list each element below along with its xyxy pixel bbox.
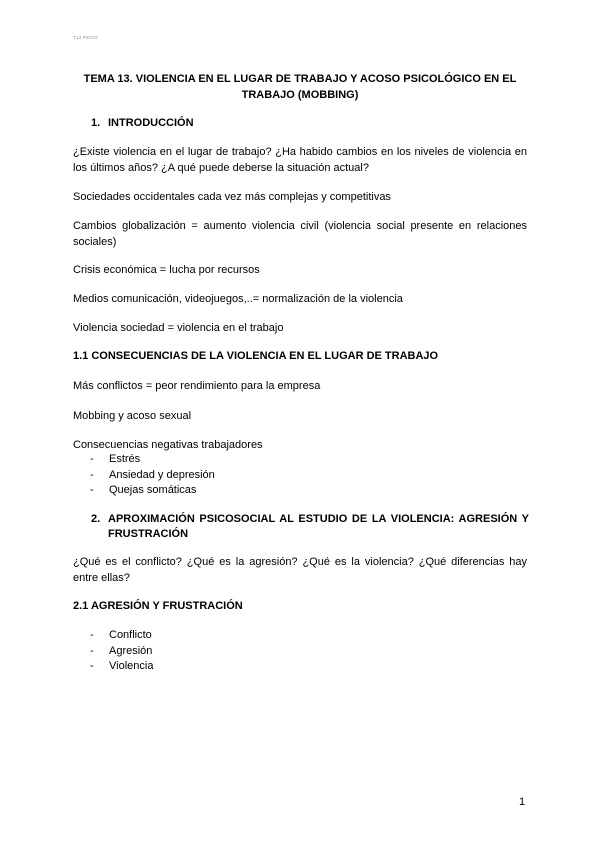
list-item: - Agresión: [90, 644, 153, 657]
section-title: INTRODUCCIÓN: [108, 117, 194, 129]
consequences-paragraph-1: Más conflictos = peor rendimiento para la empresa: [73, 380, 321, 392]
list-item: - Quejas somáticas: [90, 484, 197, 496]
section-2-1-heading: 2.1 AGRESIÓN Y FRUSTRACIÓN: [73, 600, 243, 612]
intro-paragraph-6: Violencia sociedad = violencia en el trabajo: [73, 322, 284, 334]
consequences-paragraph-2: Mobbing y acoso sexual: [73, 410, 192, 422]
list-item: - Conflicto: [90, 629, 152, 641]
aggression-list: [90, 628, 153, 675]
section-number: 1.: [91, 117, 101, 129]
consequences-list: [90, 452, 215, 499]
header-tag: T13 PSICO: [73, 35, 98, 40]
document-title: TEMA 13. VIOLENCIA EN EL LUGAR DE TRABAJO Y ACOSO PSICOLÓGICO EN EL TRABAJO (MOBBING): [83, 73, 517, 101]
intro-paragraph-2: Sociedades occidentales cada vez más complejas y competitivas: [73, 191, 391, 203]
consequences-paragraph-3: Consecuencias negativas trabajadores: [73, 439, 263, 451]
intro-paragraph-4: Crisis económica = lucha por recursos: [73, 264, 260, 276]
section-1-1-heading: 1.1 CONSECUENCIAS DE LA VIOLENCIA EN EL LUGAR DE TRABAJO: [73, 350, 439, 362]
intro-paragraph-5: Medios comunicación, videojuegos,..= normalización de la violencia: [73, 293, 403, 305]
list-item: - Ansiedad y depresión: [90, 468, 215, 481]
list-item: - Estrés: [90, 453, 141, 465]
intro-paragraph-3: Cambios globalización = aumento violencia civil (violencia social presente en relaciones sociales): [73, 220, 527, 248]
section-2-paragraph: ¿Qué es el conflicto? ¿Qué es la agresión? ¿Qué es la violencia? ¿Qué diferencias hay entre ellas?: [73, 556, 527, 584]
section-number: 2.: [91, 513, 101, 525]
page-number: 1: [519, 796, 526, 808]
list-item: - Violencia: [90, 660, 154, 672]
intro-paragraph-1: ¿Existe violencia en el lugar de trabajo? ¿Ha habido cambios en los niveles de violencia en los últimos años? ¿A qué puede deberse la situación actual?: [73, 146, 527, 174]
section-1-heading: [91, 116, 194, 131]
section-2-heading: [91, 512, 529, 542]
section-title: APROXIMACIÓN PSICOSOCIAL AL ESTUDIO DE LA VIOLENCIA: AGRESIÓN Y FRUSTRACIÓN: [108, 513, 529, 540]
